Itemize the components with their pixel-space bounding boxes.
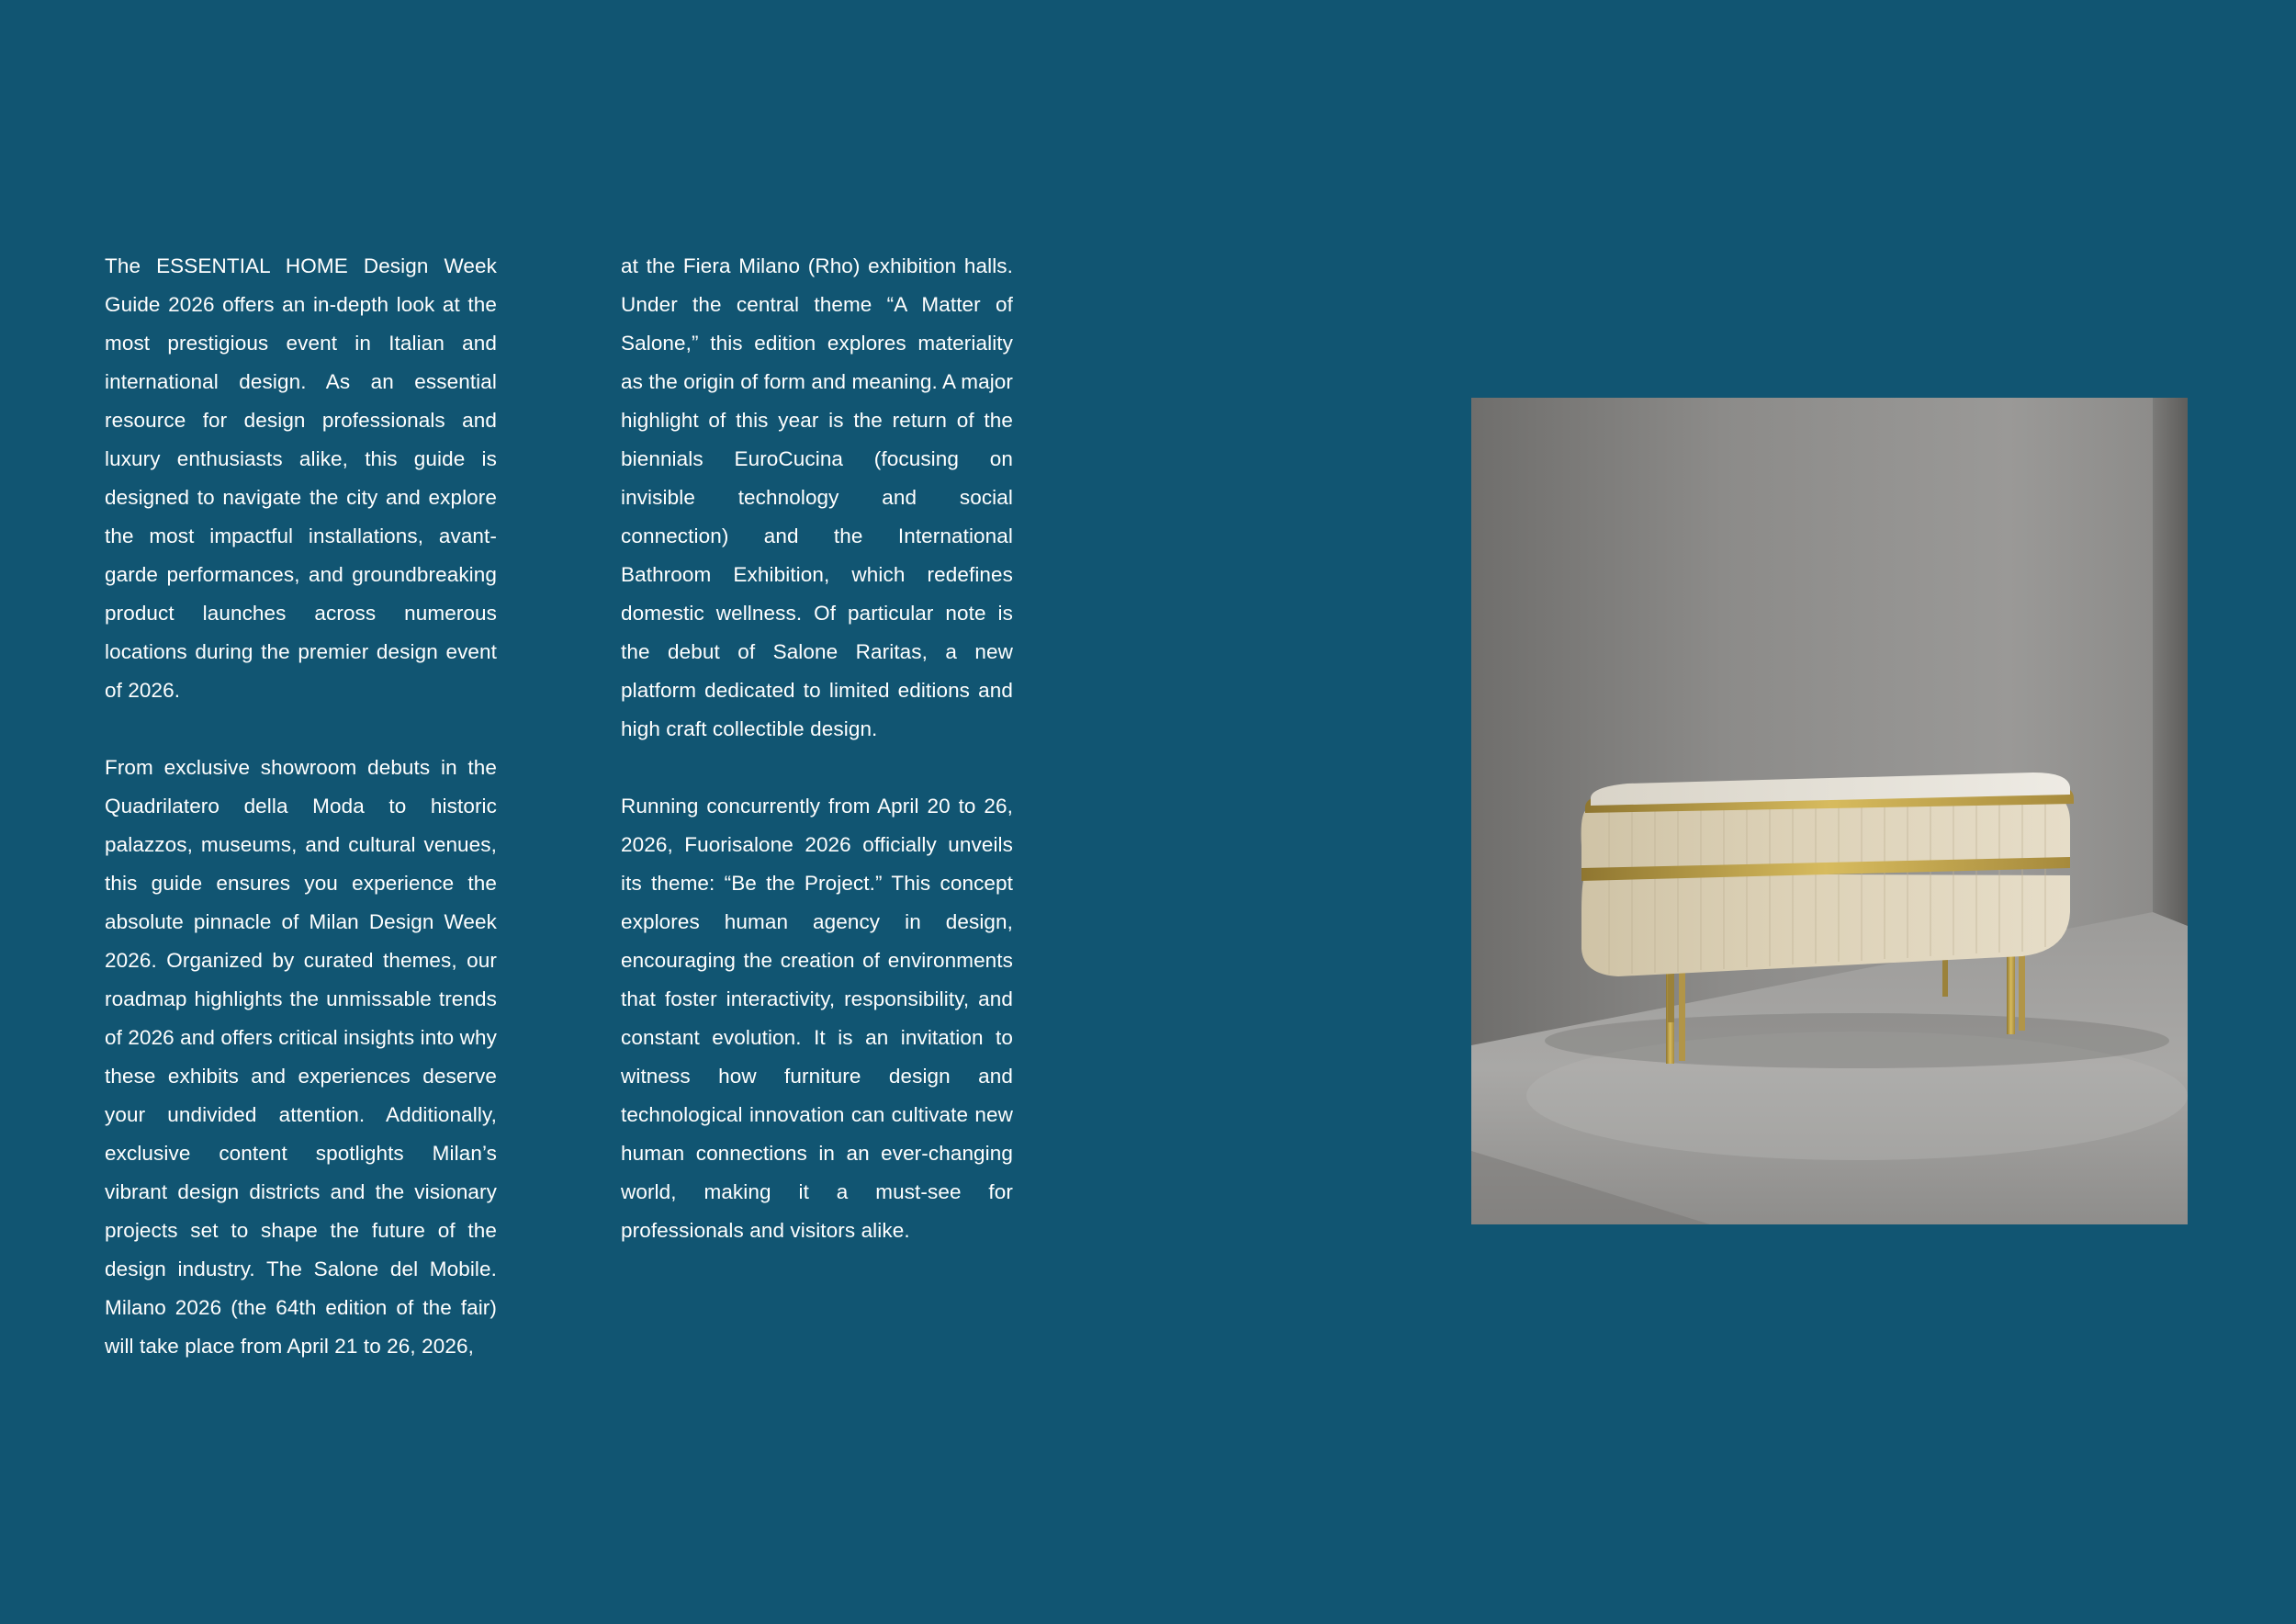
showroom-paragraph: From exclusive showroom debuts in the Quadrilatero della Moda to historic palazzos, museums, and cultural venues, this guide ensures you experience the absolute pinnacle of Milan Design Week 2026. Organized by curated themes, our roadmap highlights the unmissable trends of 2026 and offers critical insights into why these exhibits and experiences deserve your undivided attention. Additionally, exclusive content spotlights Milan’s vibrant design districts and the visionary projects set to shape the future of the design industry. The Salone del Mobile. Milano 2026 (the 64th edition of the fair) will take place from April 21 to 26, 2026,: [105, 756, 497, 1358]
text-column-left: [105, 247, 497, 1366]
fuorisalone-paragraph: Running concurrently from April 20 to 26, 2026, Fuorisalone 2026 officially unveils its theme: “Be the Project.” This concept explores human agency in design, encouraging the creation of environments that foster interactivity, responsibility, and constant evolution. It is an invitation to witness how furniture design and technological innovation can cultivate new human connections in an ever-changing world, making it a must-see for professionals and visitors alike.: [621, 795, 1013, 1242]
intro-paragraph: The ESSENTIAL HOME Design Week Guide 2026 offers an in-depth look at the most prestigious event in Italian and international design. As an essential resource for design professionals and luxury enthusiasts alike, this guide is designed to navigate the city and explore the most impactful installations, avant-garde performances, and groundbreaking product launches across numerous locations during the premier design event of 2026.: [105, 254, 497, 702]
salone-paragraph: at the Fiera Milano (Rho) exhibition halls. Under the central theme “A Matter of Salone,” this edition explores materiality as the origin of form and meaning. A major highlight of this year is the return of the biennials EuroCucina (focusing on invisible technology and social connection) and the International Bathroom Exhibition, which redefines domestic wellness. Of particular note is the debut of Salone Raritas, a new platform dedicated to limited editions and high craft collectible design.: [621, 254, 1013, 740]
text-column-right: [621, 247, 1013, 1250]
sideboard-illustration: [1471, 398, 2188, 1224]
sideboard-photo: [1471, 398, 2188, 1224]
